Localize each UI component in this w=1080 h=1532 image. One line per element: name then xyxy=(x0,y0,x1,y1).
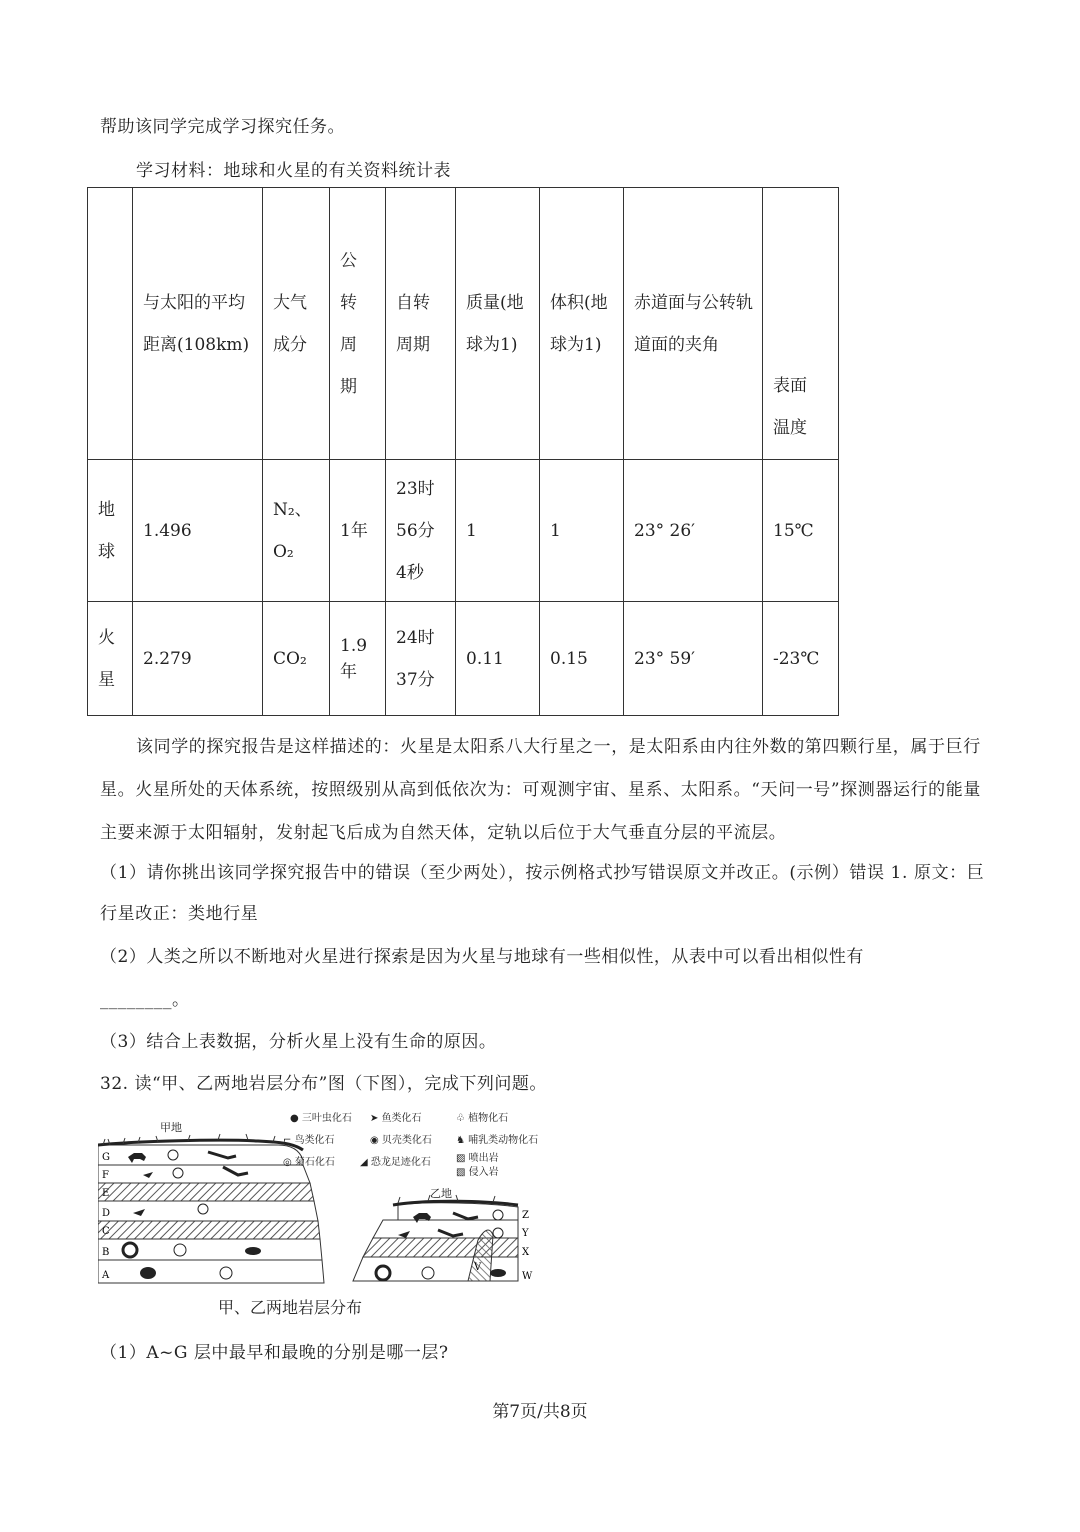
header-temperature: 表面温度 xyxy=(763,188,839,460)
question-32-1: （1）A~G 层中最早和最晚的分别是哪一层? xyxy=(100,1343,449,1363)
header-cell-empty xyxy=(88,188,133,460)
layer-label-F: F xyxy=(102,1170,109,1181)
intro-line: 帮助该同学完成学习探究任务。 xyxy=(100,117,345,137)
planet-table xyxy=(87,187,839,716)
row-name: 火星 xyxy=(88,602,133,716)
jia-label: 甲地 xyxy=(160,1121,182,1134)
cell-mass: 0.11 xyxy=(456,602,540,716)
header-distance: 与太阳的平均距离(108km) xyxy=(133,188,263,460)
layer-label-A: A xyxy=(102,1270,110,1281)
legend-fish: ➤ 鱼类化石 xyxy=(370,1113,422,1124)
report-paragraph: 该同学的探究报告是这样描述的：火星是太阳系八大行星之一，是太阳系由内往外数的第四颗行星，属于巨行星。火星所处的天体系统，按照级别从高到低依次为：可观测宇宙、星系、太阳系。“天问一号”探测器运行的能量主要来源于太阳辐射，发射起飞后成为自然天体，定轨以后位于大气垂直分层的平流层。 xyxy=(100,737,981,843)
legend-trilobite: ● 三叶虫化石 xyxy=(290,1113,352,1124)
question-2: （2）人类之所以不断地对火星进行探索是因为火星与地球有一些相似性，从表中可以看出相似性有 xyxy=(100,947,864,967)
material-title: 学习材料：地球和火星的有关资料统计表 xyxy=(136,161,451,181)
cell-revolution: 1年 xyxy=(330,460,386,602)
cell-distance: 2.279 xyxy=(133,602,263,716)
rock-layer-figure xyxy=(98,1105,568,1325)
cell-rotation: 24时37分 xyxy=(386,602,456,716)
layer-label-D: D xyxy=(102,1208,111,1219)
fish-fossil-icon xyxy=(245,1247,261,1255)
trilobite-fossil-icon xyxy=(140,1267,156,1279)
header-atmosphere: 大气成分 xyxy=(263,188,330,460)
layer-label-E: E xyxy=(102,1188,110,1199)
layer-label-B: B xyxy=(102,1247,110,1258)
table-row xyxy=(88,602,839,716)
fish-fossil-icon xyxy=(490,1269,506,1277)
page-footer: 第7页/共8页 xyxy=(492,1402,588,1422)
intrusion-label-V: V xyxy=(474,1262,482,1273)
layer-label-W: W xyxy=(522,1271,533,1282)
layer-label-C: C xyxy=(102,1226,110,1237)
table-row xyxy=(88,460,839,602)
cell-temperature: -23℃ xyxy=(763,602,839,716)
yi-label: 乙地 xyxy=(430,1187,452,1200)
legend-bird: ⌐ 鸟类化石 xyxy=(283,1135,335,1146)
legend-ammonite: ◎ 菊石化石 xyxy=(283,1157,335,1168)
legend-shell: ◉ 贝壳类化石 xyxy=(370,1135,432,1146)
layer-label-Z: Z xyxy=(522,1210,529,1221)
row-name: 地球 xyxy=(88,460,133,602)
layer-label-X: X xyxy=(522,1247,530,1258)
cell-temperature: 15℃ xyxy=(763,460,839,602)
cell-tilt: 23° 59′ xyxy=(624,602,763,716)
figure-caption: 甲、乙两地岩层分布 xyxy=(218,1298,363,1317)
legend-extrusive: ▨ 喷出岩 xyxy=(456,1153,499,1164)
cell-tilt: 23° 26′ xyxy=(624,460,763,602)
layer-label-G: G xyxy=(102,1152,110,1163)
cell-volume: 0.15 xyxy=(540,602,624,716)
layer-label-Y: Y xyxy=(522,1228,529,1239)
question-1: （1）请你挑出该同学探究报告中的错误（至少两处），按示例格式抄写错误原文并改正。(示例）错误 1. 原文：巨行星改正：类地行星 xyxy=(100,863,985,924)
cell-rotation: 23时56分4秒 xyxy=(386,460,456,602)
legend-intrusive: ▧ 侵入岩 xyxy=(456,1167,499,1178)
question-32: 32. 读“甲、乙两地岩层分布”图（下图），完成下列问题。 xyxy=(100,1074,547,1094)
legend-plant: ♧ 植物化石 xyxy=(456,1113,509,1124)
cell-atmosphere: CO₂ xyxy=(263,602,330,716)
header-revolution: 公转周期 xyxy=(330,188,386,460)
cell-atmosphere: N₂、O₂ xyxy=(263,460,330,602)
header-rotation: 自转周期 xyxy=(386,188,456,460)
cell-revolution: 1.9年 xyxy=(330,602,386,716)
legend-dinosaur: ◢ 恐龙足迹化石 xyxy=(360,1157,431,1168)
legend-mammal: ♞ 哺乳类动物化石 xyxy=(456,1135,539,1146)
header-volume: 体积(地球为1) xyxy=(540,188,624,460)
cell-distance: 1.496 xyxy=(133,460,263,602)
table-header-row xyxy=(88,188,839,460)
cell-volume: 1 xyxy=(540,460,624,602)
header-mass: 质量(地球为1) xyxy=(456,188,540,460)
header-tilt: 赤道面与公转轨道面的夹角 xyxy=(624,188,763,460)
question-2-blank: ________。 xyxy=(100,990,190,1010)
cell-mass: 1 xyxy=(456,460,540,602)
question-3: （3）结合上表数据，分析火星上没有生命的原因。 xyxy=(100,1032,497,1052)
